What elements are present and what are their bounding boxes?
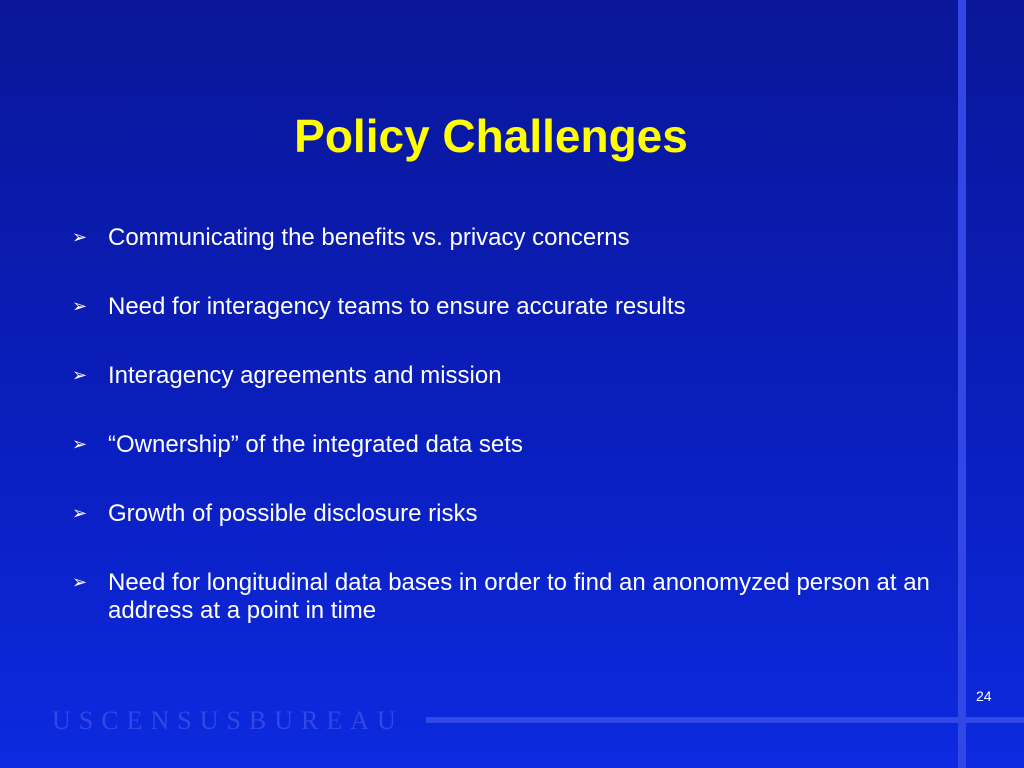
arrow-bullet-icon: ➢ [72,296,88,317]
bullet-item [72,360,932,391]
bullet-item [72,498,932,529]
bullet-text: Growth of possible disclosure risks [108,500,478,527]
arrow-bullet-icon: ➢ [72,503,88,524]
bullet-item [72,291,932,322]
census-bureau-logo: USCENSUSBUREAU [52,706,404,735]
bullet-text: Need for interagency teams to ensure accurate results [108,293,686,320]
bullet-list [72,222,932,663]
bullet-item [72,429,932,460]
bullet-text: “Ownership” of the integrated data sets [108,431,523,458]
bullet-text: Communicating the benefits vs. privacy concerns [108,224,630,251]
arrow-bullet-icon: ➢ [72,572,88,593]
horizontal-accent-line [426,717,1024,723]
slide-title: Policy Challenges [294,110,688,162]
page-number: 24 [976,688,992,704]
arrow-bullet-icon: ➢ [72,227,88,248]
bullet-text: Interagency agreements and mission [108,362,502,389]
bullet-item [72,222,932,253]
arrow-bullet-icon: ➢ [72,365,88,386]
arrow-bullet-icon: ➢ [72,434,88,455]
bullet-text: Need for longitudinal data bases in order to find an anonomyzed person at an address at a point in time [108,569,930,624]
bullet-item [72,567,932,625]
